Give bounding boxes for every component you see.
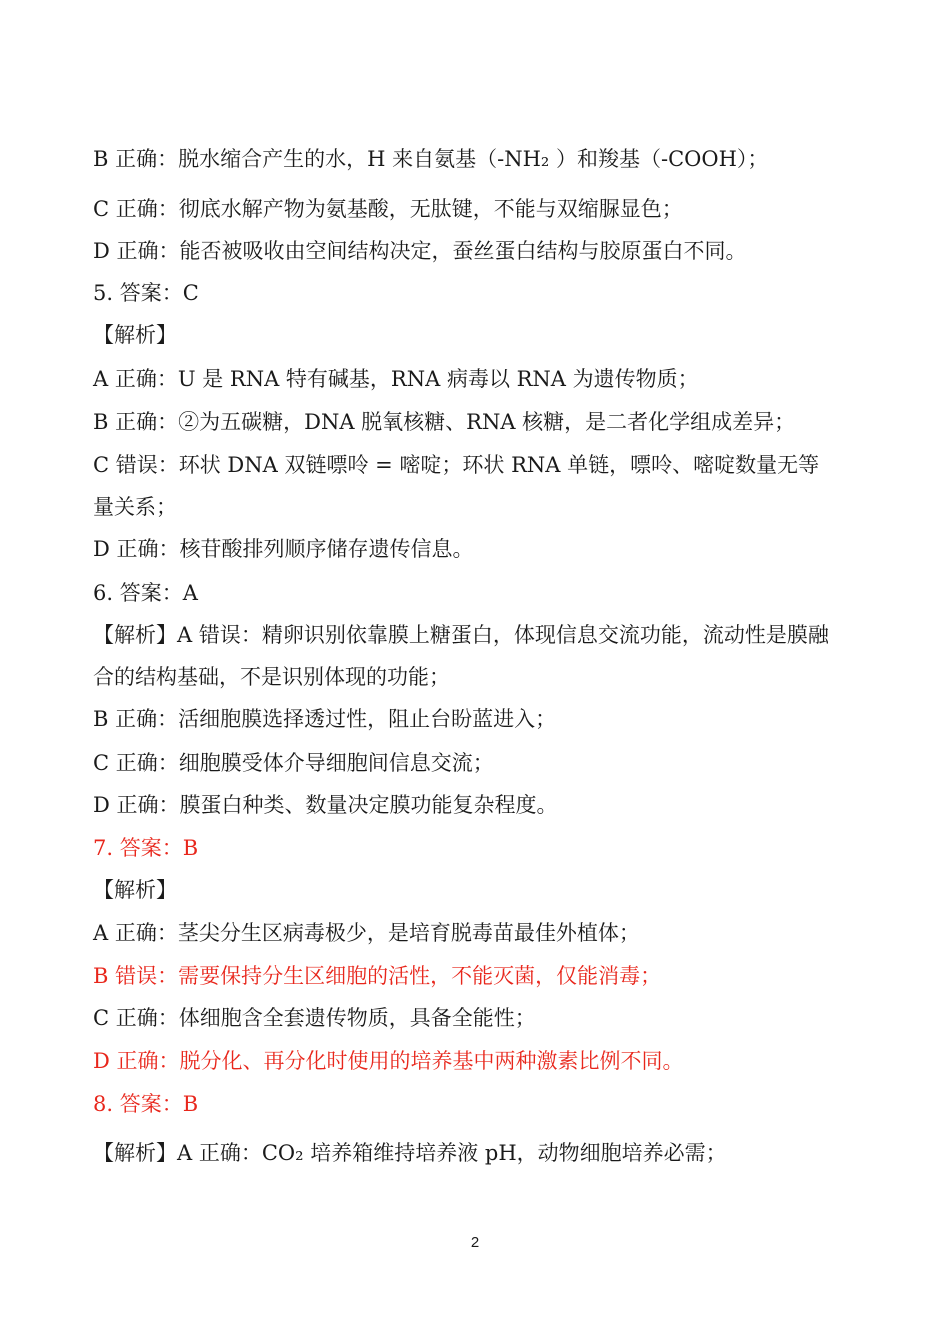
answer-heading: 5. 答案：C — [93, 281, 199, 305]
text-line: D 正确：核苷酸排列顺序储存遗传信息。 — [93, 537, 474, 561]
text-line: B 正确：活细胞膜选择透过性，阻止台盼蓝进入； — [93, 707, 557, 731]
text-line: D 正确：膜蛋白种类、数量决定膜功能复杂程度。 — [93, 793, 558, 817]
text-line: 合的结构基础，不是识别体现的功能； — [93, 665, 450, 689]
text-line: C 正确：彻底水解产物为氨基酸，无肽键，不能与双缩脲显色； — [93, 197, 683, 221]
text-line: B 正确：脱水缩合产生的水，H 来自氨基（-NH₂ ）和羧基（-COOH）； — [93, 147, 769, 171]
text-line: A 正确：U 是 RNA 特有碱基，RNA 病毒以 RNA 为遗传物质； — [93, 367, 699, 391]
answer-heading: 6. 答案：A — [93, 581, 198, 605]
text-line: 量关系； — [93, 495, 177, 519]
text-line: 【解析】A 错误：精卵识别依靠膜上糖蛋白，体现信息交流功能，流动性是膜融 — [93, 623, 829, 647]
text-line: B 正确：②为五碳糖，DNA 脱氧核糖、RNA 核糖，是二者化学组成差异； — [93, 410, 796, 434]
answer-heading: 7. 答案：B — [93, 836, 199, 860]
analysis-heading: 【解析】 — [93, 878, 177, 902]
text-line: C 正确：细胞膜受体介导细胞间信息交流； — [93, 751, 494, 775]
text-line: C 错误：环状 DNA 双链嘌呤 = 嘧啶；环状 RNA 单链，嘌呤、嘧啶数量无等 — [93, 453, 820, 477]
text-line: D 正确：脱分化、再分化时使用的培养基中两种激素比例不同。 — [93, 1049, 684, 1073]
answer-heading: 8. 答案：B — [93, 1092, 199, 1116]
text-line: 【解析】A 正确：CO₂ 培养箱维持培养液 pH，动物细胞培养必需； — [93, 1141, 727, 1165]
page-number: 2 — [470, 1234, 480, 1251]
text-line: C 正确：体细胞含全套遗传物质，具备全能性； — [93, 1006, 536, 1030]
text-line: D 正确：能否被吸收由空间结构决定，蚕丝蛋白结构与胶原蛋白不同。 — [93, 239, 747, 263]
text-line: B 错误：需要保持分生区细胞的活性，不能灭菌，仅能消毒； — [93, 964, 662, 988]
analysis-heading: 【解析】 — [93, 323, 177, 347]
text-line: A 正确：茎尖分生区病毒极少，是培育脱毒苗最佳外植体； — [93, 921, 640, 945]
